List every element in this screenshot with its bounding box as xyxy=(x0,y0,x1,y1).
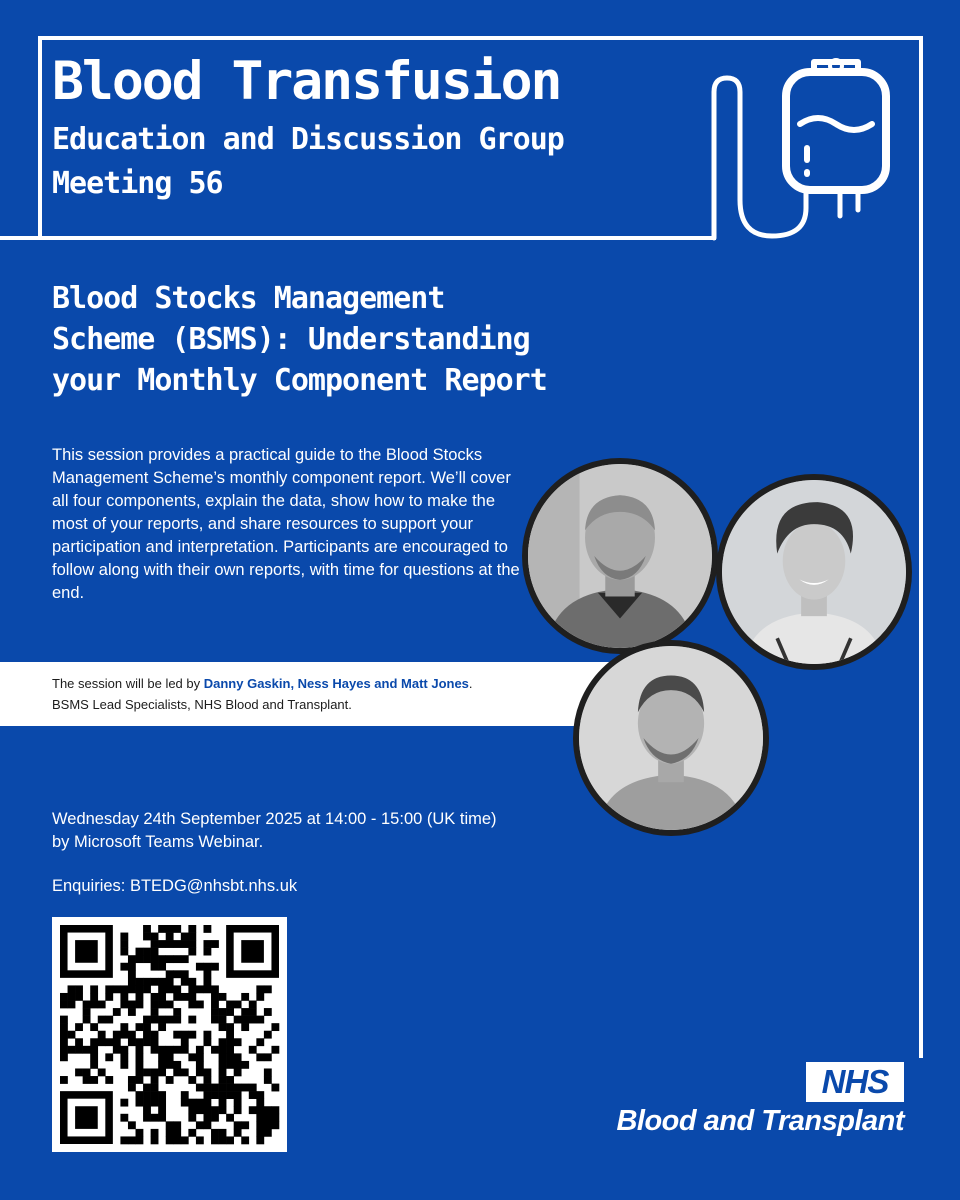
leader-roles: BSMS Lead Specialists, NHS Blood and Transplant. xyxy=(52,697,352,712)
person-silhouette-icon xyxy=(528,464,712,648)
enquiries-email-link[interactable]: BTEDG@nhsbt.nhs.uk xyxy=(129,877,298,895)
leader-names-end: . xyxy=(468,676,473,691)
leader-intro: The session will be led by xyxy=(52,676,204,691)
event-date-line: Wednesday 24th September 2025 at 14:00 - 15:00 (UK time) xyxy=(52,810,497,828)
qr-code-pattern xyxy=(52,917,287,1152)
event-date-time xyxy=(52,808,497,854)
speaker-photo-1 xyxy=(522,458,718,654)
person-silhouette-icon xyxy=(722,480,906,664)
frame-line-under-header xyxy=(0,236,716,240)
event-platform-line: by Microsoft Teams Webinar. xyxy=(52,833,264,851)
person-silhouette-icon xyxy=(579,646,763,830)
frame-line-left xyxy=(38,36,42,240)
session-description: This session provides a practical guide to the Blood Stocks Management Scheme’s monthly component report. We’ll cover all four components, explain the data, show how to make the most of your reports, and share resources to support your participation and interpretation. Participants are encouraged to follow along with their own reports, with time for questions at the end. xyxy=(52,446,520,602)
session-title-line-2: Scheme (BSMS): Understanding xyxy=(52,322,530,357)
leader-band xyxy=(0,662,620,726)
organisation-name: Blood and Transplant xyxy=(616,1105,904,1137)
subtitle-line-2: Meeting 56 xyxy=(52,166,223,201)
qr-code[interactable] xyxy=(52,917,287,1152)
session-title-line-1: Blood Stocks Management xyxy=(52,281,445,316)
session-title xyxy=(52,278,547,401)
leader-names: Danny Gaskin, Ness Hayes and Matt Jones xyxy=(203,676,469,691)
session-title-line-3: your Monthly Component Report xyxy=(52,363,547,398)
enquiries-line xyxy=(52,877,297,896)
frame-line-top xyxy=(38,36,923,40)
nhs-logo: NHS xyxy=(806,1062,904,1102)
leader-line xyxy=(52,676,473,691)
event-series-title: Blood Transfusion xyxy=(52,51,561,112)
event-series-subtitle xyxy=(52,118,564,206)
blood-bag-icon xyxy=(700,50,930,242)
speaker-photo-2 xyxy=(716,474,912,670)
subtitle-line-1: Education and Discussion Group xyxy=(52,122,564,157)
speaker-photo-3 xyxy=(573,640,769,836)
enquiries-label: Enquiries: xyxy=(52,877,130,895)
